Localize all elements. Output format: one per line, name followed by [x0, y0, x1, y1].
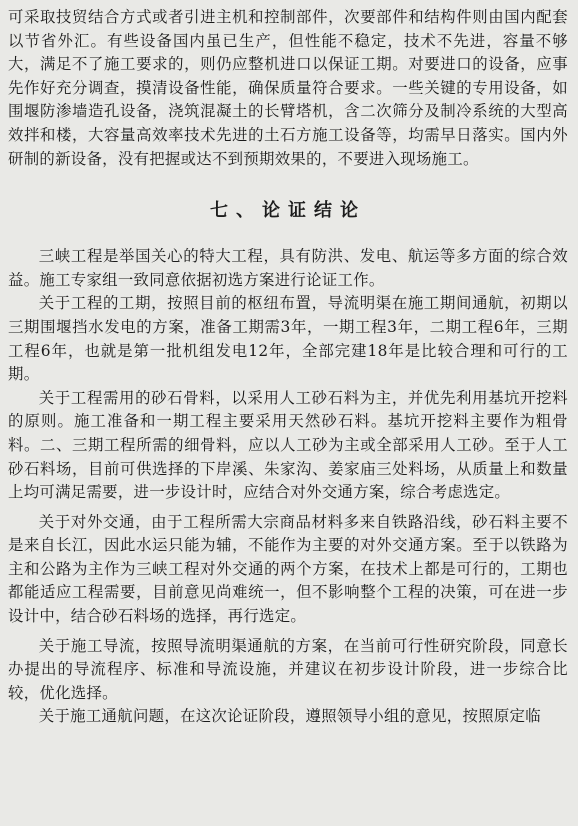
paragraph-aggregates: 关于工程需用的砂石骨料，以采用人工砂石料为主，并优先利用基坑开挖料的原则。施工准备和一期工程主要采用天然砂石料。基坑开挖料主要作为粗骨料。二、三期工程所需的细骨料，应以人工砂为主或全部采用人工砂。至于人工砂石料场，目前可供选择的下岸溪、朱家沟、姜家庙三处料场，从质量上和数量上均可满足需要，进一步设计时，应结合对外交通方案，综合考虑选定。 — [8, 388, 568, 502]
paragraph-transport: 关于对外交通，由于工程所需大宗商品材料多来自铁路沿线，砂石料主要不是来自长江，因此水运只能为辅，不能作为主要的对外交通方案。至于以铁路为主和公路为主作为三峡工程对外交通的两个方案，在技术上都是可行的，工期也都能适应工程需要，目前意见尚难统一，但不影响整个工程的决策，可在进一步设计中，结合砂石料场的选择，再行选定。 — [8, 512, 568, 626]
paragraph-overview: 三峡工程是举国关心的特大工程，具有防洪、发电、航运等多方面的综合效益。施工专家组一致同意依据初选方案进行论证工作。 — [8, 247, 568, 289]
paragraph-diversion: 关于施工导流，按照导流明渠通航的方案，在当前可行性研究阶段，同意长办提出的导流程序、标准和导流设施，并建议在初步设计阶段，进一步综合比较，优化选择。 — [8, 636, 568, 702]
section-heading: 七、论证结论 — [210, 200, 366, 222]
paragraph-equipment-import: 可采取技贸结合方式或者引进主机和控制部件，次要部件和结构件则由国内配套以节省外汇。有些设备国内虽已生产，但性能不稳定，技术不先进，容量不够大，满足不了施工要求的，则仍应整机进口以保证工期。对要进口的设备，应事先作好充分调查，摸清设备性能，确保质量符合要求。一些关键的专用设备，如围堰防渗墙造孔设备，浇筑混凝土的长臂塔机，含二次筛分及制冷系统的大型高效拌和楼，大容量高效率技术先进的土石方施工设备等，均需早日落实。国内外研制的新设备，没有把握或达不到预期效果的，不要进入现场施工。 — [8, 8, 568, 168]
paragraph-navigation: 关于施工通航问题，在这次论证阶段，遵照领导小组的意见，按照原定临 — [38, 707, 541, 726]
paragraph-schedule: 关于工程的工期，按照目前的枢纽布置，导流明渠在施工期间通航，初期以三期围堰挡水发电的方案，准备工期需3年，一期工程3年，二期工程6年，三期工程6年，也就是第一批机组发电12年，全部完建18年是比较合理和可行的工期。 — [8, 294, 568, 384]
